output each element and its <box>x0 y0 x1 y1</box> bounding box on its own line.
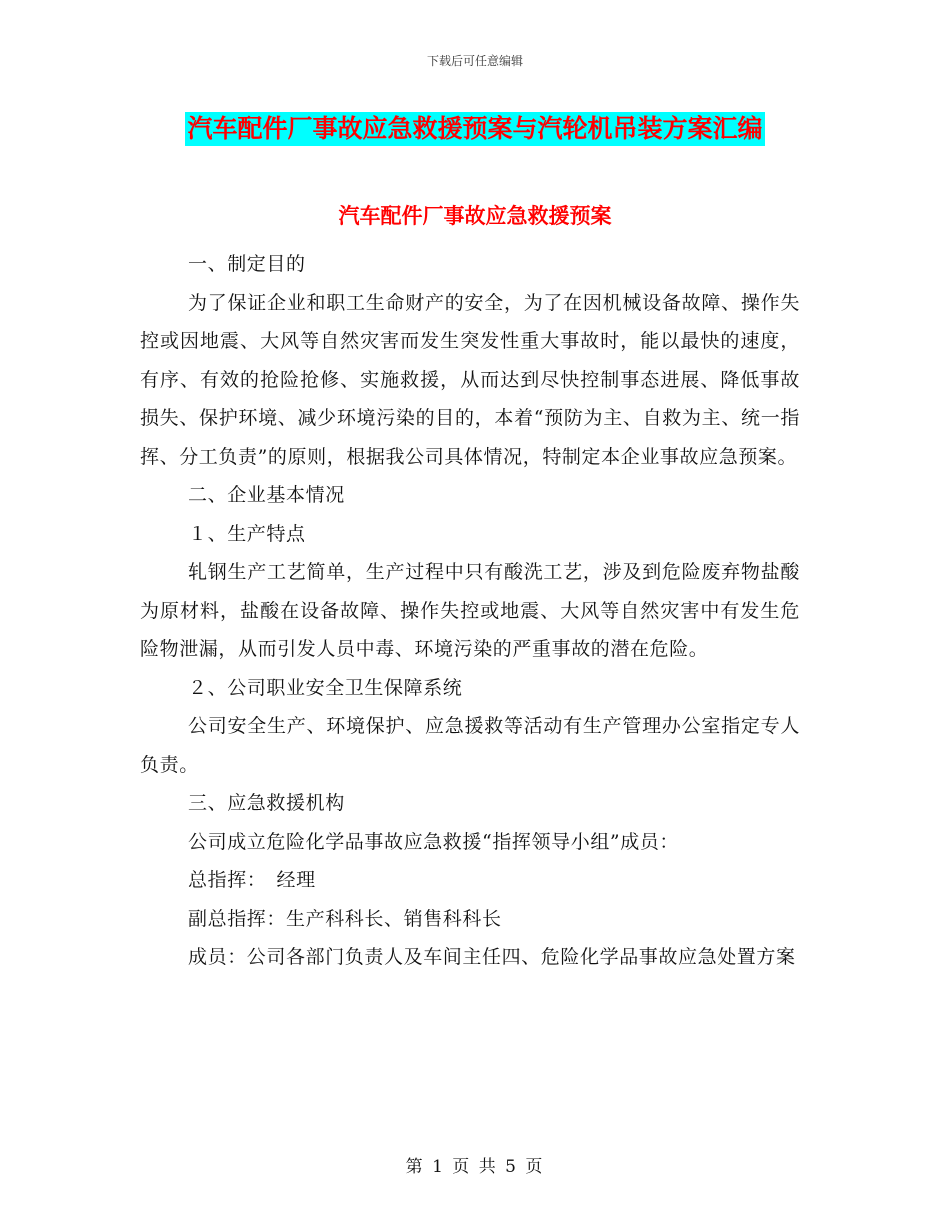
section-title: 汽车配件厂事故应急救援预案 <box>338 204 612 228</box>
heading-rescue-organization: 三、应急救援机构 <box>188 792 345 814</box>
heading-purpose: 一、制定目的 <box>188 253 306 275</box>
document-title-container <box>0 112 950 146</box>
heading-company-info: 二、企业基本情况 <box>188 484 345 506</box>
document-title: 汽车配件厂事故应急救援预案与汽轮机吊装方案汇编 <box>185 112 764 146</box>
paragraph-deputy-commander: 副总指挥：生产科科长、销售科科长 <box>188 907 502 930</box>
header-note: 下载后可任意编辑 <box>426 54 523 68</box>
heading-production-features: １、生产特点 <box>188 522 306 545</box>
paragraph-members: 成员：公司各部门负责人及车间主任四、危险化学品事故应急处置方案 <box>188 946 796 968</box>
paragraph-production-features: 轧钢生产工艺简单，生产过程中只有酸洗工艺，涉及到危险废弃物盐酸为原材料，盐酸在设备故障、操作失控或地震、大风等自然灾害中有发生危险物泄漏，从而引发人员中毒、环境污染的严重事故的潜在危险。 <box>140 561 800 660</box>
page-footer: 第 1 页 共 5 页 <box>405 1157 545 1177</box>
paragraph-purpose: 为了保证企业和职工生命财产的安全，为了在因机械设备故障、操作失控或因地震、大风等自然灾害而发生突发性重大事故时，能以最快的速度，有序、有效的抢险抢修、实施救援，从而达到尽快控制事态进展、降低事故损失、保护环境、减少环境污染的目的，本着“预防为主、自救为主、统一指挥、分工负责”的原则，根据我公司具体情况，特制定本企业事故应急预案。 <box>140 291 800 468</box>
document-body <box>140 245 800 977</box>
paragraph-commander: 总指挥： 经理 <box>188 869 316 891</box>
heading-safety-system: ２、公司职业安全卫生保障系统 <box>188 676 463 699</box>
paragraph-safety-system: 公司安全生产、环境保护、应急援救等活动有生产管理办公室指定专人负责。 <box>140 715 800 776</box>
paragraph-leadership-group: 公司成立危险化学品事故应急救援“指挥领导小组”成员： <box>188 830 680 853</box>
